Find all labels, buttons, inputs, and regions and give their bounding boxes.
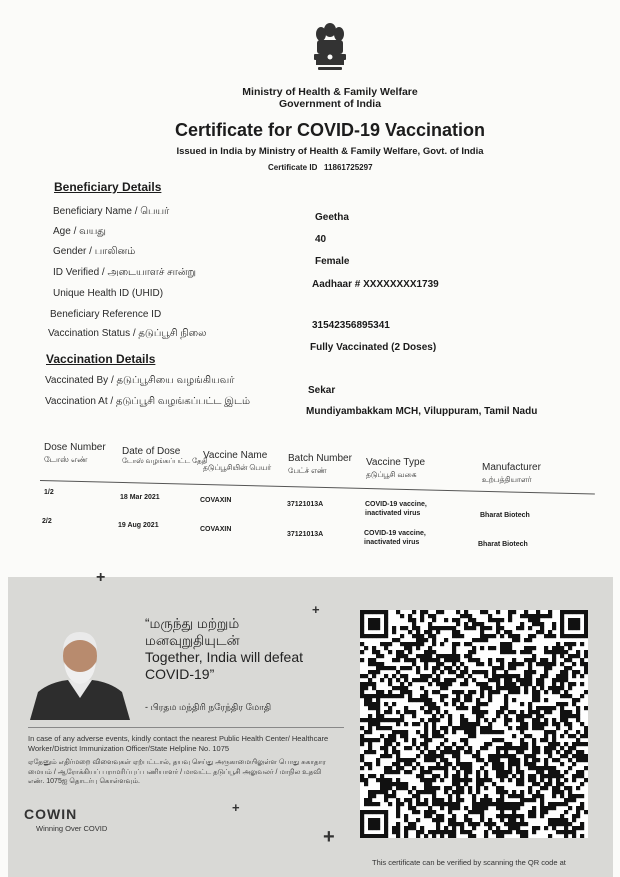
reference-id-value: 31542356895341	[312, 320, 390, 331]
certificate-id-label: Certificate ID	[268, 163, 318, 172]
gender-value: Female	[315, 256, 350, 267]
national-emblem-icon	[308, 20, 352, 82]
id-verified-label: ID Verified / அடையாளச் சான்று	[53, 267, 196, 278]
adverse-events-notice: In case of any adverse events, kindly contact the nearest Public Health Center/ Healthcare Worker/District Immunization Officer/State Helpline No. 1075 ஏதேனும் எதிர்மறை விளைவுகள் ஏற்பட்டால், தயவு செய்து அருகாமையிலுள்ள பொது சுகாதார மையம் / ஆரோக்கியப் பராமரிப்புப் பணியாளர் / மாவட்ட தடுப்பூசி அலுவலர் / மாநில உதவி எண். 1075ஐ தொடர்பு கொள்ளவும்.	[28, 734, 329, 785]
date-cell: 18 Mar 2021	[120, 494, 160, 501]
quote-text: “மருந்து மற்றும் மனவுறுதியுடன் Together, India will defeat COVID-19”	[145, 616, 303, 682]
portrait-image	[30, 620, 130, 720]
vaccination-status-label: Vaccination Status / தடுப்பூசி நிலை	[48, 328, 207, 339]
reference-id-label: Beneficiary Reference ID	[50, 309, 162, 320]
uhid-label: Unique Health ID (UHID)	[53, 288, 164, 299]
beneficiary-section-title: Beneficiary Details	[54, 180, 162, 194]
batch-cell: 37121013A	[287, 501, 324, 508]
plus-decoration-icon: +	[232, 800, 240, 815]
date-cell: 19 Aug 2021	[118, 522, 159, 529]
vaccination-at-value: Mundiyambakkam MCH, Viluppuram, Tamil Nadu	[306, 406, 538, 417]
divider-line	[28, 727, 344, 728]
age-value: 40	[315, 234, 327, 245]
vaccine-name-header: Vaccine Name தடுப்பூசியின் பெயர்	[203, 450, 272, 472]
dose-number-header: Dose Number டோஸ் எண்	[44, 442, 106, 464]
id-verified-value: Aadhaar # XXXXXXXX1739	[312, 279, 439, 290]
manufacturer-cell: Bharat Biotech	[480, 512, 530, 519]
manufacturer-header: Manufacturer உற்பத்தியாளர்	[482, 462, 541, 484]
certificate-id-value: 11861725297	[324, 163, 373, 172]
vaccine-type-header: Vaccine Type தடுப்பூசி வகை	[366, 457, 426, 479]
vaccination-status-value: Fully Vaccinated (2 Doses)	[310, 342, 437, 353]
vaccine-name-cell: COVAXIN	[200, 526, 232, 533]
vaccinated-by-label: Vaccinated By / தடுப்பூசியை வழங்கியவர்	[45, 375, 235, 386]
cowin-tagline: Winning Over COVID	[36, 824, 108, 833]
vaccine-type-cell: COVID-19 vaccine, inactivated virus	[364, 530, 426, 546]
vaccinated-by-value: Sekar	[308, 385, 336, 396]
plus-decoration-icon: +	[96, 569, 106, 586]
issued-by: Issued in India by Ministry of Health & Family Welfare, Govt. of India	[176, 146, 484, 157]
beneficiary-name-value: Geetha	[315, 212, 349, 223]
ministry-line-1: Ministry of Health & Family Welfare	[242, 86, 418, 98]
certificate-id	[268, 163, 373, 172]
plus-decoration-icon: +	[323, 826, 335, 848]
vaccination-at-label: Vaccination At / தடுப்பூசி வழங்கப்பட்ட இடம்	[45, 396, 250, 407]
vaccine-name-cell: COVAXIN	[200, 497, 232, 504]
date-of-dose-header: Date of Dose டோஸ் வழங்கப்பட்ட தேதி	[122, 446, 208, 465]
quote-attribution: - பிரதம மந்திரி நரேந்திர மோதி	[145, 702, 272, 712]
dose-number-cell: 1/2	[44, 489, 54, 496]
dose-number-cell: 2/2	[42, 518, 52, 525]
cowin-logo: COWIN	[24, 806, 78, 822]
batch-cell: 37121013A	[287, 531, 324, 538]
manufacturer-cell: Bharat Biotech	[478, 541, 528, 548]
vaccination-section-title: Vaccination Details	[46, 352, 156, 366]
age-label: Age / வயது	[53, 226, 106, 237]
qr-code	[360, 610, 588, 838]
ministry-line-2: Government of India	[278, 98, 382, 110]
batch-number-header: Batch Number பேட்ச் எண்	[288, 453, 352, 475]
vaccine-type-cell: COVID-19 vaccine, inactivated virus	[365, 501, 427, 517]
gender-label: Gender / பாலினம்	[53, 246, 136, 257]
beneficiary-name-label: Beneficiary Name / பெயர்	[53, 206, 170, 217]
plus-decoration-icon: +	[312, 602, 320, 617]
verify-note: This certificate can be verified by scanning the QR code at	[372, 858, 566, 867]
certificate-title: Certificate for COVID-19 Vaccination	[174, 120, 486, 140]
